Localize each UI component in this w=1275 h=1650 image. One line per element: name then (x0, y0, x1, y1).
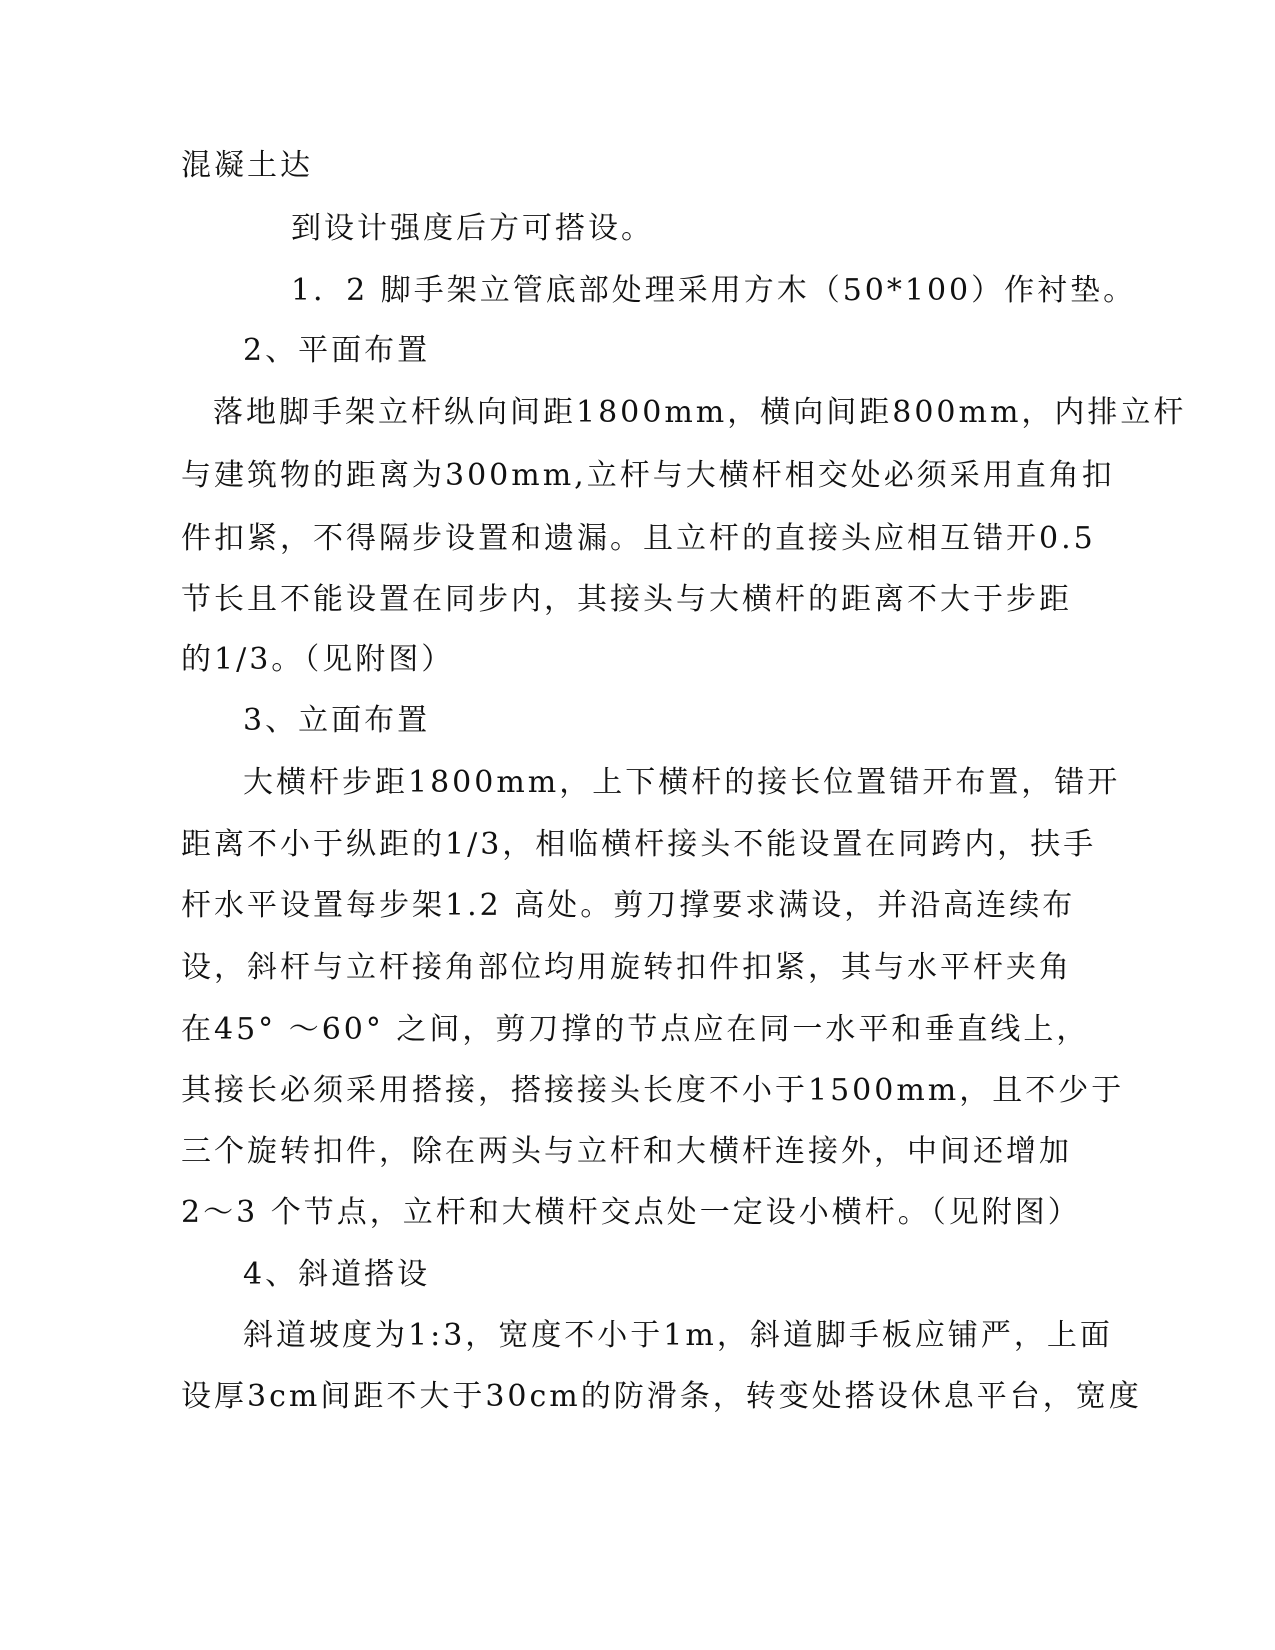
text-line: 设，斜杆与立杆接角部位均用旋转扣件扣紧，其与水平杆夹角 (181, 950, 1072, 985)
text-line: 在45° ～60° 之间，剪刀撑的节点应在同一水平和垂直线上， (181, 1012, 1090, 1047)
text-line: 2～3 个节点，立杆和大横杆交点处一定设小横杆。（见附图） (181, 1195, 1081, 1230)
text-line: 三个旋转扣件，除在两头与立杆和大横杆连接外，中间还增加 (181, 1134, 1072, 1169)
text-line: 落地脚手架立杆纵向间距1800mm，横向间距800mm，内排立杆 (213, 395, 1187, 430)
text-line: 1．2 脚手架立管底部处理采用方木（50*100）作衬垫。 (291, 273, 1137, 308)
text-line: 杆水平设置每步架1.2 高处。剪刀撑要求满设，并沿高连续布 (181, 888, 1076, 923)
text-line: 斜道坡度为1:3，宽度不小于1m，斜道脚手板应铺严，上面 (243, 1318, 1113, 1353)
text-line: 节长且不能设置在同步内，其接头与大横杆的距离不大于步距 (181, 582, 1072, 617)
text-line: 大横杆步距1800mm，上下横杆的接长位置错开布置，错开 (243, 765, 1121, 800)
text-line: 的1/3。（见附图） (181, 642, 455, 677)
text-line: 设厚3cm间距不大于30cm的防滑条，转变处搭设休息平台，宽度 (181, 1379, 1142, 1414)
text-line: 混凝土达 (181, 148, 313, 183)
text-line: 到设计强度后方可搭设。 (291, 211, 654, 246)
text-line: 其接长必须采用搭接，搭接接头长度不小于1500mm，且不少于 (181, 1073, 1125, 1108)
text-line: 与建筑物的距离为300mm,立杆与大横杆相交处必须采用直角扣 (181, 458, 1115, 493)
section-heading: 4、斜道搭设 (243, 1257, 431, 1292)
text-line: 距离不小于纵距的1/3，相临横杆接头不能设置在同跨内，扶手 (181, 827, 1097, 862)
section-heading: 2、平面布置 (243, 333, 431, 368)
section-heading: 3、立面布置 (243, 703, 431, 738)
text-line: 件扣紧，不得隔步设置和遗漏。且立杆的直接头应相互错开0.5 (181, 521, 1096, 556)
